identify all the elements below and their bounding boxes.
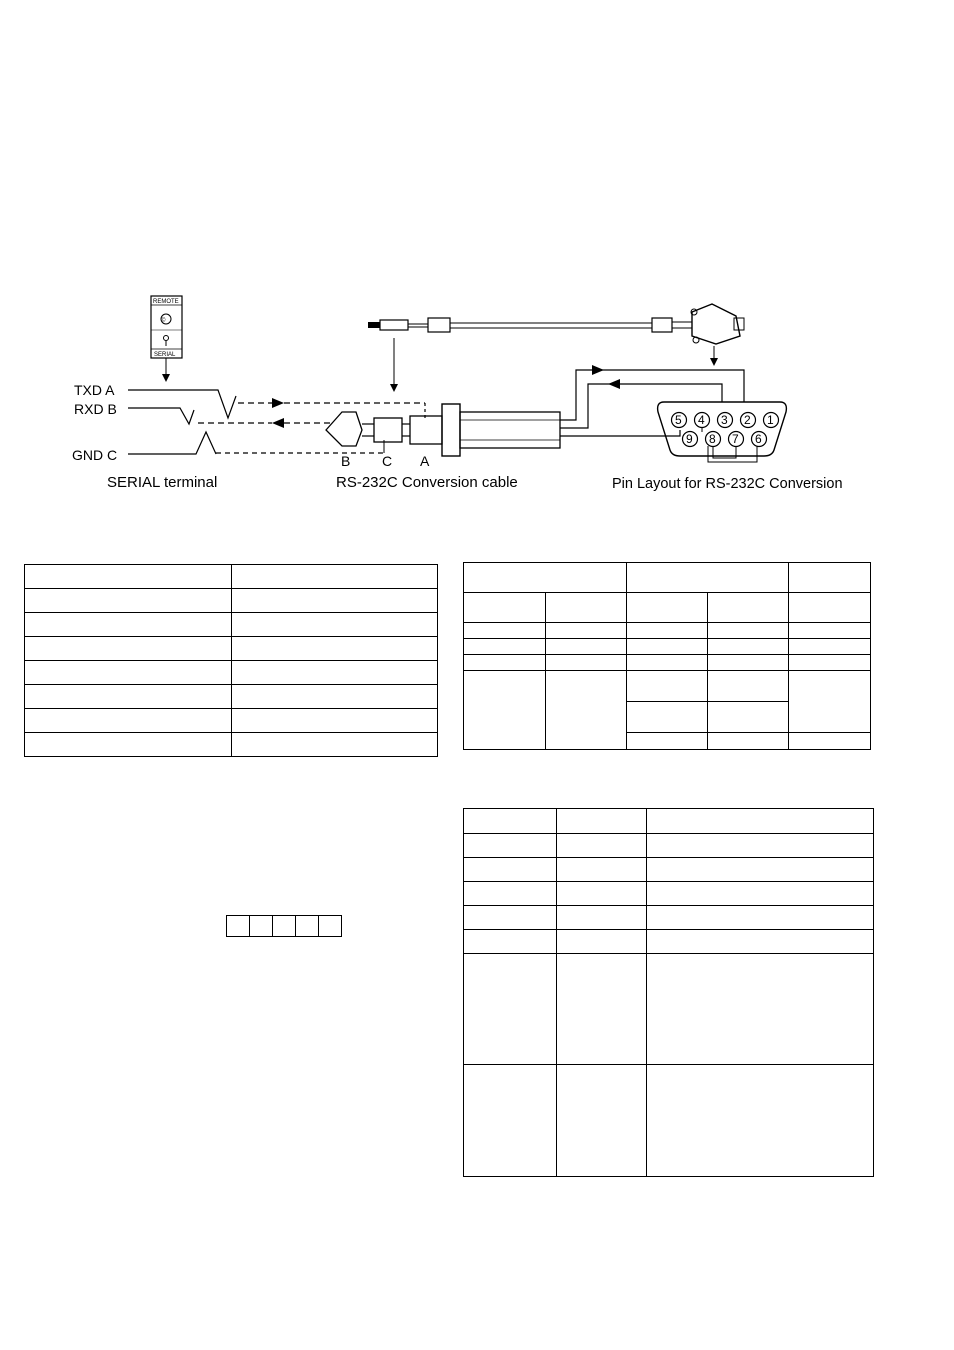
table-row — [25, 709, 438, 733]
conversion-cable-caption: RS-232C Conversion cable — [336, 474, 518, 491]
remote-serial-panel — [151, 296, 182, 358]
arrow-right-icon — [592, 365, 604, 375]
left-table — [24, 564, 438, 757]
table-row — [464, 671, 871, 702]
table-row — [25, 685, 438, 709]
arrow-down-icon — [390, 384, 398, 392]
char-box — [272, 915, 296, 937]
conversion-cable-illustration — [368, 304, 744, 344]
table-row — [25, 733, 438, 757]
table-row — [25, 565, 438, 589]
remote-label: REMOTE — [153, 299, 179, 305]
plug-letter-a: A — [420, 453, 430, 469]
connection-diagram — [0, 0, 954, 520]
txd-signal-label: TXD A — [74, 382, 115, 398]
table-row — [464, 655, 871, 671]
right-bottom-table — [463, 808, 874, 1177]
table-row — [25, 637, 438, 661]
rxd-signal-label: RXD B — [74, 401, 117, 417]
table-row — [464, 882, 874, 906]
character-boxes — [227, 915, 342, 937]
arrow-down-icon — [710, 358, 718, 366]
pin-4: 4 — [698, 413, 705, 427]
table-row — [464, 623, 871, 639]
char-box — [295, 915, 319, 937]
pin-8: 8 — [709, 432, 716, 446]
table-row — [464, 906, 874, 930]
plug-letter-b: B — [341, 453, 351, 469]
pin-5: 5 — [675, 413, 682, 427]
table-row — [464, 593, 871, 623]
pin-9: 9 — [686, 432, 693, 446]
pin-2: 2 — [744, 413, 751, 427]
right-top-table — [463, 562, 871, 750]
gnd-signal-label: GND C — [72, 447, 118, 463]
pin-3: 3 — [721, 413, 728, 427]
arrow-left-icon — [272, 418, 284, 428]
remote-symbol: © — [161, 318, 166, 324]
table-row — [464, 563, 871, 593]
serial-jack — [164, 336, 169, 341]
arrow-down-icon — [162, 374, 170, 382]
serial-terminal-caption: SERIAL terminal — [107, 474, 218, 491]
table-row — [464, 954, 874, 1065]
db9-pin-layout — [658, 402, 787, 462]
serial-label: SERIAL — [154, 352, 176, 358]
table-row — [464, 930, 874, 954]
table-row — [464, 834, 874, 858]
pin-6: 6 — [755, 432, 762, 446]
table-row — [25, 661, 438, 685]
table-row — [464, 1065, 874, 1177]
char-box — [318, 915, 342, 937]
table-row — [464, 639, 871, 655]
pin-7: 7 — [732, 432, 739, 446]
arrow-right-icon — [272, 398, 284, 408]
pin-layout-caption: Pin Layout for RS-232C Conversion — [612, 476, 843, 492]
pin-1: 1 — [767, 413, 774, 427]
mini-plug — [326, 404, 560, 456]
table-row — [25, 589, 438, 613]
char-box — [249, 915, 273, 937]
table-row — [464, 858, 874, 882]
table-row — [25, 613, 438, 637]
plug-letter-c: C — [382, 453, 393, 469]
char-box — [226, 915, 250, 937]
arrow-left-icon — [608, 379, 620, 389]
table-row — [464, 809, 874, 834]
